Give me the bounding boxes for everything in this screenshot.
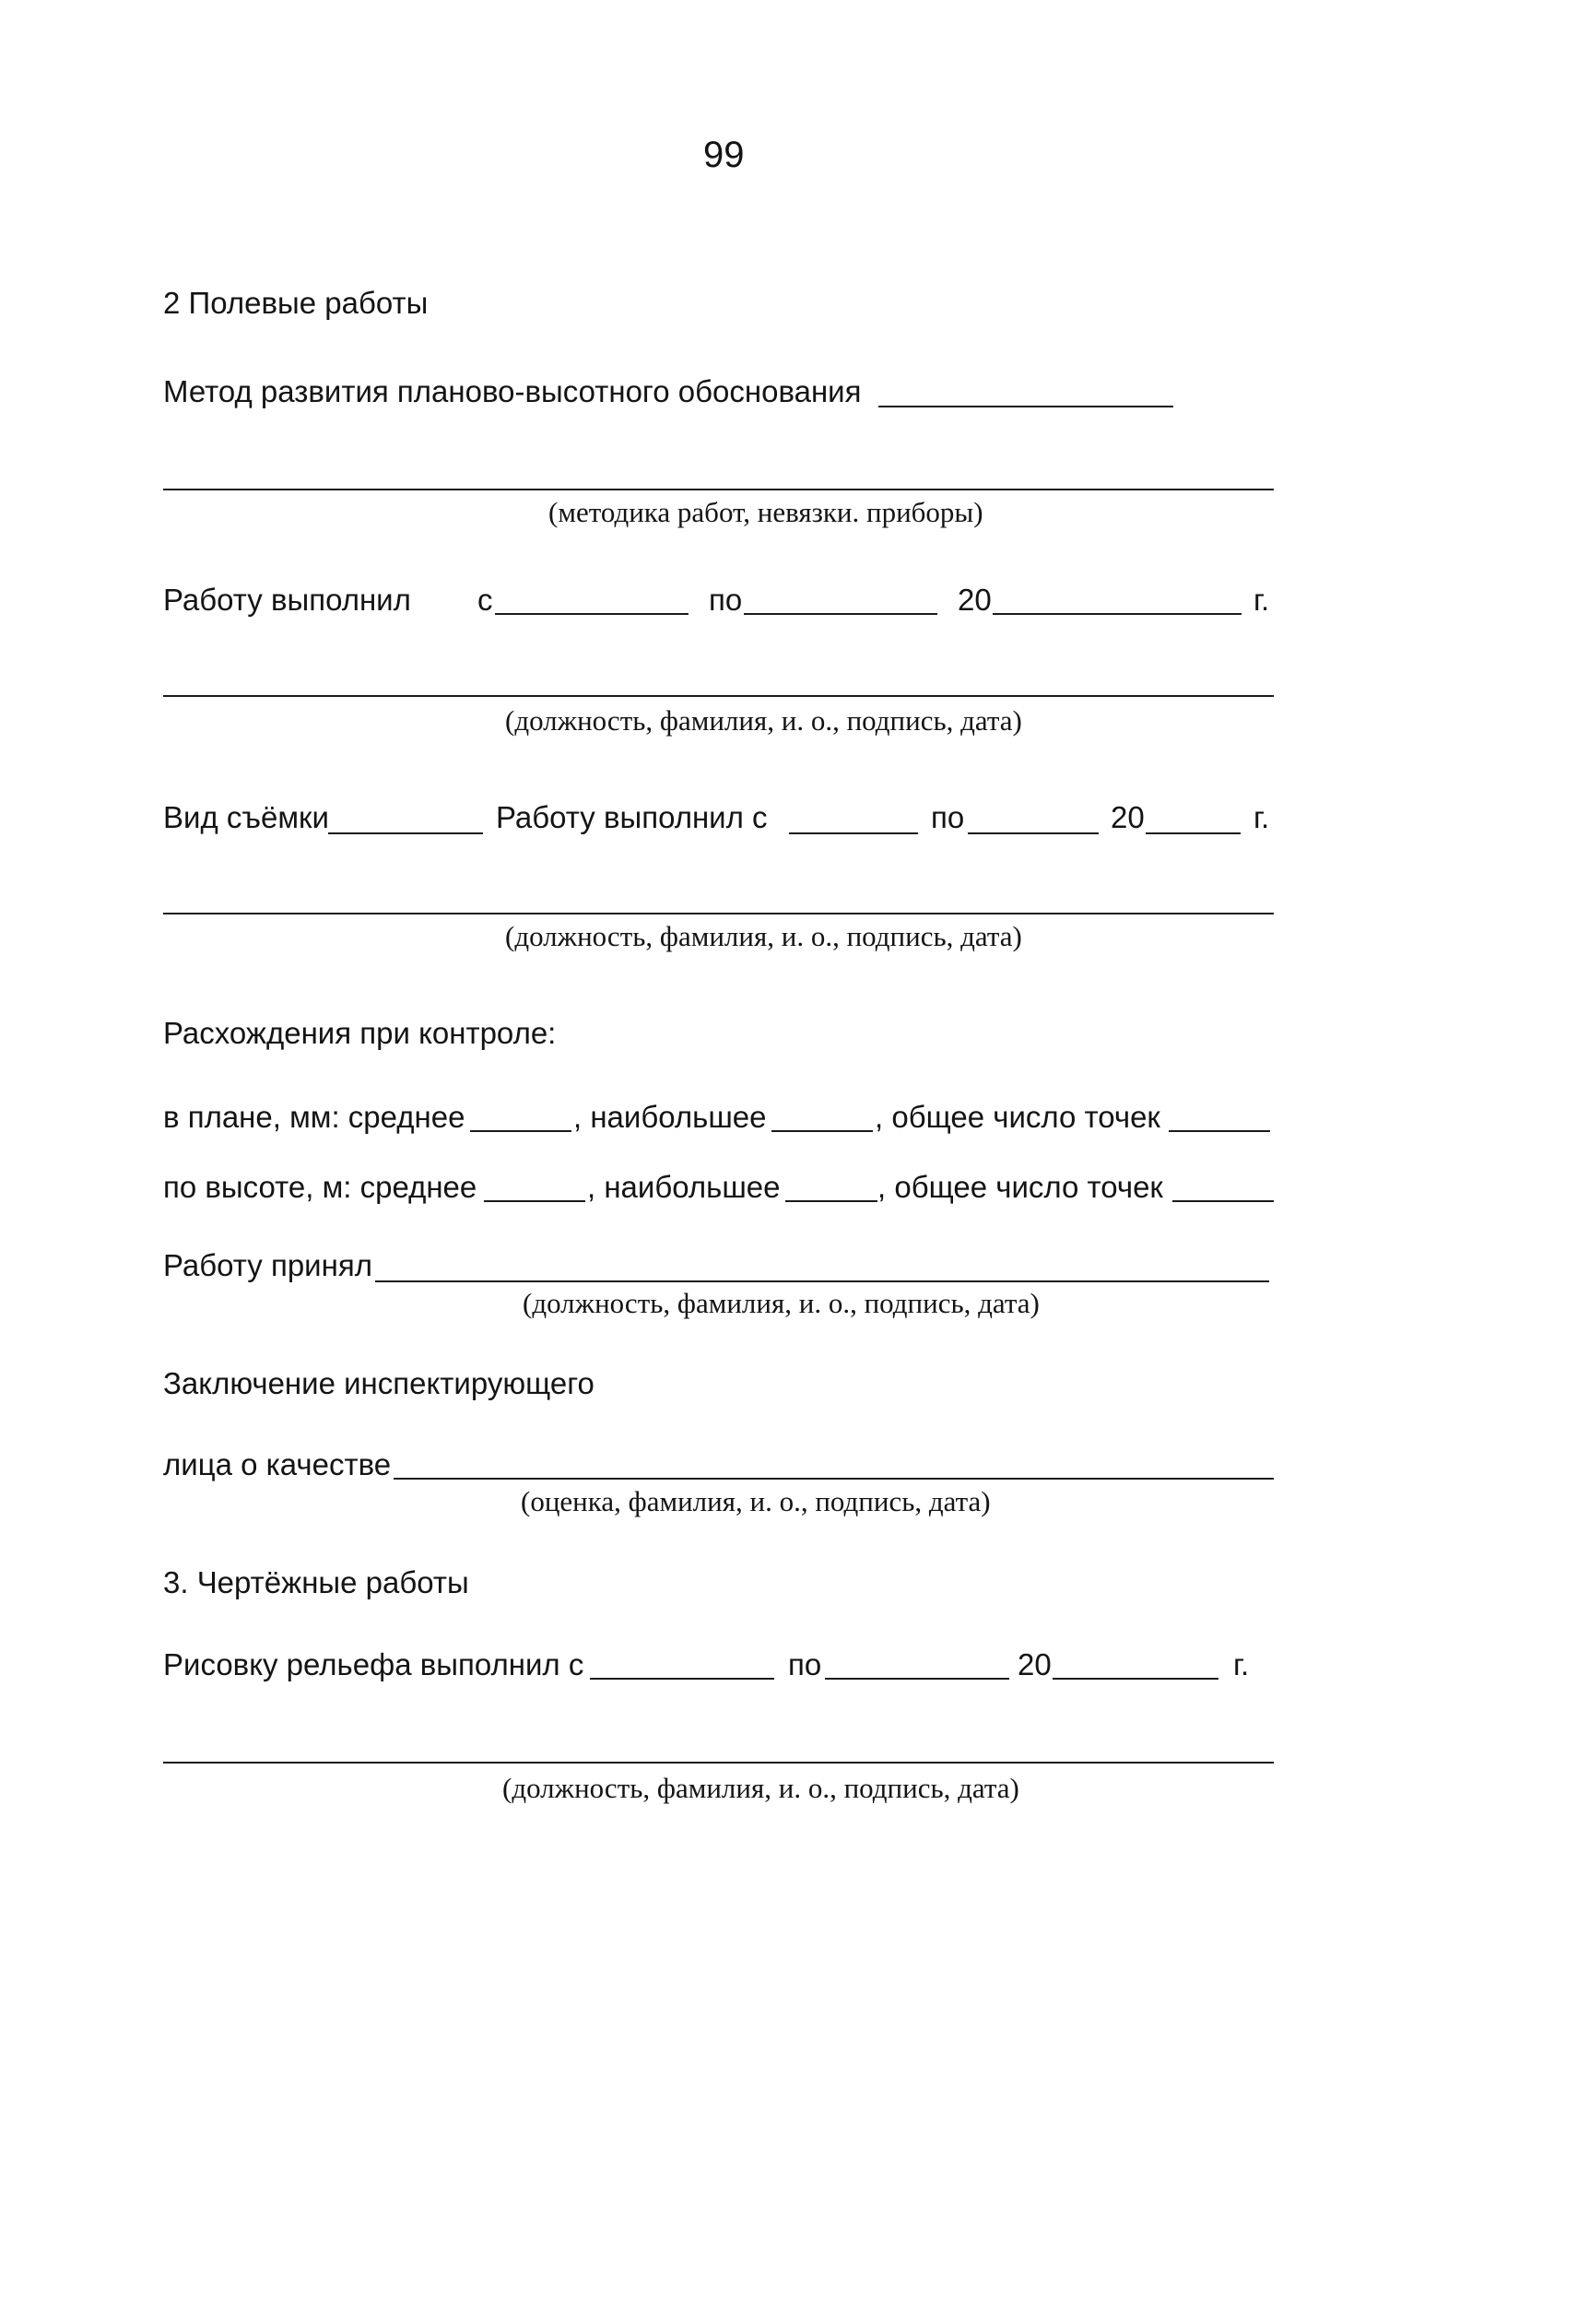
person-line-1[interactable] xyxy=(163,695,1274,697)
survey-type-label: Вид съёмки xyxy=(163,800,329,834)
accepted-field[interactable] xyxy=(375,1280,1269,1282)
height-total-label: , общее число точек xyxy=(877,1170,1163,1204)
plan-max-field[interactable] xyxy=(771,1130,873,1132)
survey-type-field[interactable] xyxy=(328,832,483,834)
to-label: по xyxy=(709,583,743,617)
height-max-field[interactable] xyxy=(785,1200,877,1202)
survey-year-field[interactable] xyxy=(1146,832,1241,834)
person-caption-2: (должность, фамилия, и. о., подпись, дата) xyxy=(505,920,1022,952)
survey-year-suffix: г. xyxy=(1254,800,1270,834)
survey-year-prefix: 20 xyxy=(1111,800,1145,834)
relief-label: Рисовку рельефа выполнил с xyxy=(163,1647,584,1681)
person-line-2[interactable] xyxy=(163,913,1274,914)
to-date-field[interactable] xyxy=(744,613,937,615)
work-done-label: Работу выполнил xyxy=(163,583,411,617)
plan-mean-field[interactable] xyxy=(470,1130,571,1132)
method-field[interactable] xyxy=(878,406,1173,407)
year-field[interactable] xyxy=(993,613,1242,615)
section-heading-drawing-work: 3. Чертёжные работы xyxy=(163,1565,469,1599)
person-caption-1: (должность, фамилия, и. о., подпись, дата) xyxy=(505,704,1022,737)
accepted-caption: (должность, фамилия, и. о., подпись, дата) xyxy=(523,1287,1040,1319)
plan-max-label: , наибольшее xyxy=(573,1100,767,1134)
plan-total-field[interactable] xyxy=(1169,1130,1270,1132)
survey-from-field[interactable] xyxy=(789,832,918,834)
height-total-field[interactable] xyxy=(1172,1200,1274,1202)
survey-to-field[interactable] xyxy=(968,832,1099,834)
inspector-label-line1: Заключение инспектирующего xyxy=(163,1366,594,1400)
inspector-field[interactable] xyxy=(394,1478,1274,1480)
method-caption: (методика работ, невязки. приборы) xyxy=(548,496,983,528)
height-mean-label: по высоте, м: среднее xyxy=(163,1170,477,1204)
relief-caption: (должность, фамилия, и. о., подпись, дата) xyxy=(502,1772,1019,1804)
year-prefix: 20 xyxy=(958,583,992,617)
survey-to-label: по xyxy=(931,800,965,834)
method-continuation-line[interactable] xyxy=(163,489,1274,490)
relief-person-line[interactable] xyxy=(163,1762,1274,1764)
work-done-label-2: Работу выполнил с xyxy=(496,800,768,834)
height-mean-field[interactable] xyxy=(484,1200,585,1202)
from-date-field[interactable] xyxy=(495,613,689,615)
relief-to-field[interactable] xyxy=(825,1678,1009,1680)
relief-year-suffix: г. xyxy=(1233,1647,1250,1681)
inspector-label-line2: лица о качестве xyxy=(163,1447,392,1481)
relief-year-field[interactable] xyxy=(1053,1678,1218,1680)
relief-to-label: по xyxy=(788,1647,822,1681)
plan-mean-label: в плане, мм: среднее xyxy=(163,1100,465,1134)
page-number: 99 xyxy=(703,135,745,175)
year-suffix: г. xyxy=(1254,583,1270,617)
discrepancies-label: Расхождения при контроле: xyxy=(163,1016,557,1050)
section-heading-field-work: 2 Полевые работы xyxy=(163,286,429,320)
height-max-label: , наибольшее xyxy=(587,1170,781,1204)
relief-year-prefix: 20 xyxy=(1018,1647,1052,1681)
relief-from-field[interactable] xyxy=(590,1678,774,1680)
plan-total-label: , общее число точек xyxy=(875,1100,1160,1134)
inspector-caption: (оценка, фамилия, и. о., подпись, дата) xyxy=(521,1485,991,1517)
method-label: Метод развития планово-высотного обоснования xyxy=(163,374,862,408)
from-label: с xyxy=(477,583,493,617)
accepted-label: Работу принял xyxy=(163,1248,372,1282)
